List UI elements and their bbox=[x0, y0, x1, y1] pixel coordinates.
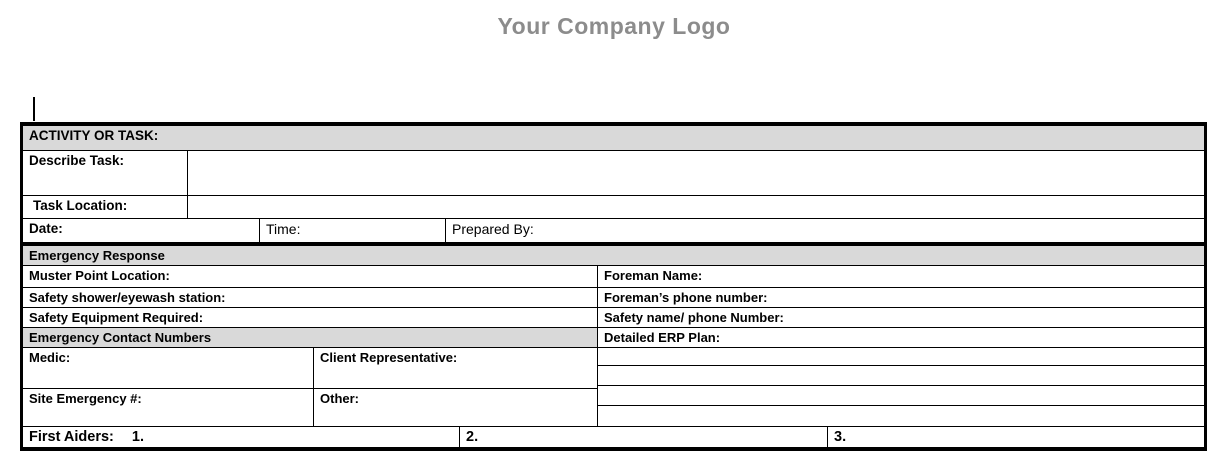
site-emergency-field[interactable]: Site Emergency #: bbox=[23, 389, 314, 426]
task-location-input[interactable] bbox=[188, 196, 1204, 218]
activity-or-task-header: ACTIVITY OR TASK: bbox=[29, 128, 159, 143]
date-time-prepared-row bbox=[23, 219, 1204, 242]
erp-plan-line-3[interactable] bbox=[598, 386, 1204, 405]
erp-plan-line-row bbox=[598, 348, 1204, 366]
safety-name-phone-label[interactable]: Safety name/ phone Number: bbox=[604, 310, 784, 325]
time-label[interactable]: Time: bbox=[260, 219, 446, 242]
medic-field[interactable]: Medic: bbox=[23, 348, 314, 388]
safety-shower-label[interactable]: Safety shower/eyewash station: bbox=[29, 290, 226, 305]
first-aiders-label: First Aiders: bbox=[29, 429, 114, 445]
describe-task-label: Describe Task: bbox=[23, 151, 188, 195]
muster-point-label[interactable]: Muster Point Location: bbox=[29, 268, 170, 283]
erp-plan-line-row bbox=[598, 406, 1204, 426]
erp-plan-line-1[interactable] bbox=[598, 348, 1204, 365]
first-aider-1-field[interactable] bbox=[23, 427, 460, 447]
text-cursor bbox=[33, 97, 35, 121]
emergency-contacts-header: Emergency Contact Numbers bbox=[29, 330, 212, 345]
task-location-row bbox=[23, 196, 1204, 219]
first-aiders-row bbox=[23, 426, 1204, 447]
task-location-label: Task Location: bbox=[23, 196, 188, 218]
hazard-assessment-form-table bbox=[20, 122, 1207, 451]
safety-shower-row bbox=[23, 288, 597, 308]
emergency-response-body bbox=[23, 266, 1204, 426]
detailed-erp-plan-label: Detailed ERP Plan: bbox=[604, 330, 721, 345]
foreman-name-label[interactable]: Foreman Name: bbox=[604, 268, 703, 283]
other-field[interactable]: Other: bbox=[320, 391, 359, 406]
safety-equipment-row bbox=[23, 308, 597, 328]
first-aider-3-field[interactable]: 3. bbox=[834, 429, 847, 445]
erp-plan-line-4[interactable] bbox=[598, 406, 1204, 426]
emergency-contacts-header-row bbox=[23, 328, 597, 348]
first-aider-number-1: 1. bbox=[131, 429, 144, 445]
detailed-erp-header-row bbox=[598, 328, 1204, 348]
describe-task-row bbox=[23, 151, 1204, 196]
safety-equipment-label[interactable]: Safety Equipment Required: bbox=[29, 310, 204, 325]
company-logo-placeholder: Your Company Logo bbox=[497, 13, 731, 39]
foreman-phone-label[interactable]: Foreman’s phone number: bbox=[604, 290, 768, 305]
foreman-name-row bbox=[598, 266, 1204, 288]
activity-or-task-header-row bbox=[23, 126, 1204, 151]
muster-point-row bbox=[23, 266, 597, 288]
prepared-by-label[interactable]: Prepared By: bbox=[452, 221, 534, 237]
erp-plan-line-row bbox=[598, 366, 1204, 386]
emergency-response-header-row bbox=[23, 246, 1204, 266]
foreman-phone-row bbox=[598, 288, 1204, 308]
emergency-right-column bbox=[598, 266, 1204, 426]
erp-plan-line-row bbox=[598, 386, 1204, 406]
date-label[interactable]: Date: bbox=[23, 219, 260, 242]
erp-plan-line-2[interactable] bbox=[598, 366, 1204, 385]
client-representative-field[interactable]: Client Representative: bbox=[320, 350, 458, 365]
describe-task-input[interactable] bbox=[188, 151, 1204, 195]
first-aider-2-field[interactable]: 2. bbox=[460, 427, 828, 447]
emergency-response-header: Emergency Response bbox=[29, 248, 165, 263]
site-emergency-other-row bbox=[23, 389, 597, 426]
medic-client-row bbox=[23, 348, 597, 389]
safety-name-phone-row bbox=[598, 308, 1204, 328]
emergency-left-column bbox=[23, 266, 598, 426]
